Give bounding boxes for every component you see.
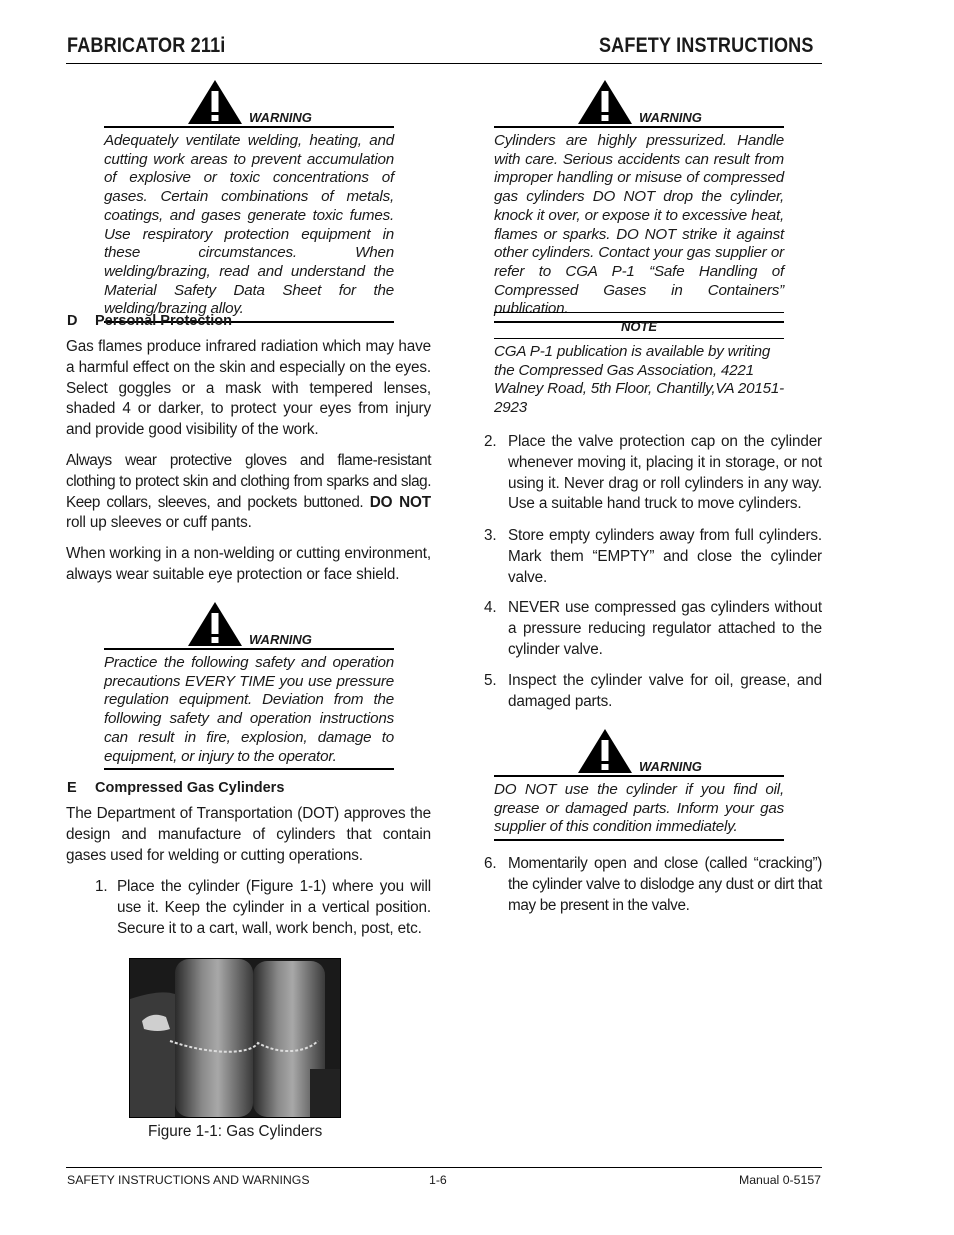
list-number: 2.	[484, 433, 497, 450]
list-number: 4.	[484, 599, 497, 616]
section-d-paragraph-3: When working in a non-welding or cutting environment, always wear suitable eye protection or face shield.	[66, 545, 431, 583]
warning-label: WARNING	[249, 110, 312, 125]
list-number: 5.	[484, 672, 497, 689]
list-number: 1.	[95, 878, 108, 895]
section-title-text: Compressed Gas Cylinders	[95, 780, 285, 796]
warning-triangle-icon	[576, 78, 634, 126]
section-d-paragraph-1: Gas flames produce infrared radiation which may have a harmful effect on the skin and especially on the eyes. Select goggles or a mask with tempered lenses, shaded 4 or darker, to protect your eyes from injury and provide good visibility of the work.	[66, 338, 431, 439]
section-d-heading	[67, 313, 232, 329]
warning-label: WARNING	[639, 759, 702, 774]
list-item	[95, 877, 431, 939]
section-title-text: Personal Protection	[95, 313, 232, 329]
warning-text: DO NOT use the cylinder if you find oil, grease or damaged parts. Inform your gas supplier of this condition immediately.	[494, 781, 784, 836]
list-number: 6.	[484, 855, 497, 872]
list-text: Inspect the cylinder valve for oil, grease, and damaged parts.	[508, 672, 822, 710]
footer-left: SAFETY INSTRUCTIONS AND WARNINGS	[67, 1173, 310, 1187]
section-e-heading	[67, 780, 284, 796]
warning-triangle-icon	[576, 727, 634, 775]
list-text: Momentarily open and close (called “cracking”) the cylinder valve to dislodge any dust or dirt that may be present in the valve.	[508, 855, 822, 914]
warning-label: WARNING	[249, 632, 312, 647]
footer-divider	[66, 1167, 822, 1168]
manual-number: Manual 0-5157	[738, 1173, 821, 1187]
warning-label: WARNING	[639, 110, 702, 125]
note-text: CGA P-1 publication is available by writing the Compressed Gas Association, 4221 Walney Road, 5th Floor, Chantilly,VA 20151-2923	[494, 343, 784, 417]
header-divider	[66, 63, 822, 64]
note-label: NOTE	[620, 319, 658, 334]
note-box	[494, 312, 784, 420]
list-item	[484, 526, 822, 588]
list-text: Place the cylinder (Figure 1-1) where you will use it. Keep the cylinder in a vertical position. Secure it to a cart, wall, work bench, post, etc.	[117, 878, 431, 937]
gas-cylinders-photo	[129, 958, 341, 1118]
cylinders-illustration	[130, 959, 340, 1117]
warning-text: Practice the following safety and operation precautions EVERY TIME you use pressure regulation equipment. Deviation from the following safety and operation instructions can result in fire, explosion, damage to equipment, or injury to the operator.	[104, 654, 394, 765]
warning-box-cylinders	[494, 78, 784, 323]
list-text: Store empty cylinders away from full cylinders. Mark them “EMPTY” and close the cylinder valve.	[508, 527, 822, 586]
paragraph-text: roll up sleeves or cuff pants.	[66, 514, 252, 532]
section-title: SAFETY INSTRUCTIONS	[599, 34, 814, 57]
paragraph-text: Always wear protective gloves and flame-resistant clothing to protect skin and clothing from sparks and slag. Keep collars, sleeves, and pockets buttoned.	[66, 452, 431, 511]
product-title: FABRICATOR 211i	[67, 34, 226, 57]
section-e-paragraph-1: The Department of Transportation (DOT) approves the design and manufacture of cylinders that contain gases used for welding or cutting operations.	[66, 805, 431, 864]
list-item	[484, 432, 822, 515]
figure-caption: Figure 1-1: Gas Cylinders	[148, 1123, 323, 1140]
list-item	[484, 854, 822, 916]
warning-text: Cylinders are highly pressurized. Handle with care. Serious accidents can result from improper handling or misuse of compressed gas cylinders DO NOT drop the cylinder, knock it over, or expose it to excessive heat, flames or sparks. DO NOT strike it against other cylinders. Contact your gas supplier or refer to CGA P-1 “Safe Handling of Compressed Gases in Containers” publication.	[494, 132, 784, 318]
list-text: NEVER use compressed gas cylinders without a pressure reducing regulator attached to the cylinder valve.	[508, 599, 822, 658]
list-item	[484, 598, 822, 660]
section-letter: D	[67, 313, 78, 329]
list-item	[484, 671, 822, 713]
warning-bottom-rule	[494, 839, 784, 841]
warning-triangle-icon	[186, 78, 244, 126]
list-text: Place the valve protection cap on the cylinder whenever moving it, placing it in storage, or not using it. Never drag or roll cylinders in any way. Use a suitable hand truck to move cylinders.	[508, 433, 822, 513]
warning-box-oil-grease	[494, 727, 784, 841]
section-letter: E	[67, 780, 77, 796]
warning-bottom-rule	[104, 768, 394, 770]
warning-box-pressure-equipment	[104, 600, 394, 770]
page-number: 1-6	[429, 1173, 447, 1187]
section-d-paragraph-2	[66, 451, 431, 534]
warning-triangle-icon	[186, 600, 244, 648]
warning-box-ventilation	[104, 78, 394, 323]
list-number: 3.	[484, 527, 497, 544]
warning-text: Adequately ventilate welding, heating, and cutting work areas to prevent accumulation of explosive or toxic concentrations of gases. Certain combinations of metals, coatings, and gases generate toxic fumes. Use respiratory protection equipment in these circumstances. When welding/brazing, read and understand the Material Safety Data Sheet for the welding/brazing alloy.	[104, 132, 394, 318]
do-not-emphasis: DO NOT	[369, 493, 431, 511]
